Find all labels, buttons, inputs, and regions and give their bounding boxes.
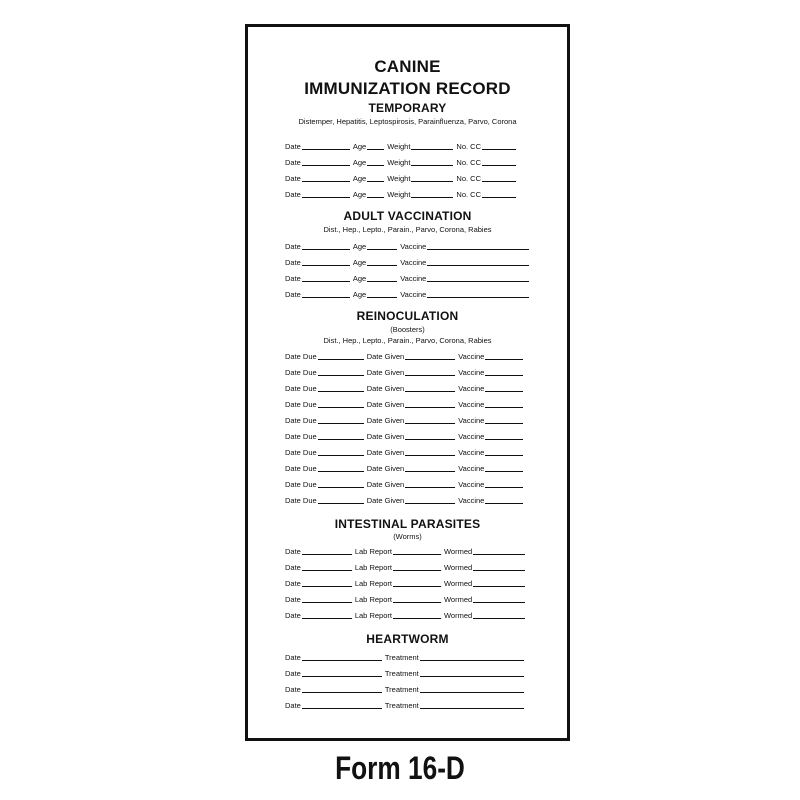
parasites-row: [285, 576, 540, 588]
parasites-field-label: Lab Report: [354, 563, 392, 572]
reinoculation-fill-line[interactable]: [485, 455, 523, 456]
temporary-field-label: No. CC: [456, 142, 482, 151]
intestinal-parasites-heading: INTESTINAL PARASITES: [334, 517, 481, 531]
reinoculation-field-label: Date Given: [366, 432, 405, 441]
reinoculation-field-label: Vaccine: [458, 384, 485, 393]
reinoculation-note: (Boosters): [390, 325, 425, 334]
temporary-field-label: Age: [352, 142, 367, 151]
reinoculation-fill-line[interactable]: [318, 439, 364, 440]
parasites-field-label: Wormed: [443, 611, 473, 620]
reinoculation-fill-line[interactable]: [405, 439, 455, 440]
temporary-row: [285, 171, 540, 183]
reinoculation-field-label: Vaccine: [458, 416, 485, 425]
heartworm-field-label: Treatment: [384, 653, 419, 662]
heartworm-row: [285, 650, 540, 662]
parasites-fill-line[interactable]: [393, 570, 441, 571]
reinoculation-field-label: Date Given: [366, 400, 405, 409]
reinoculation-fill-line[interactable]: [405, 471, 455, 472]
reinoculation-fill-line[interactable]: [318, 359, 364, 360]
reinoculation-row: [285, 493, 540, 505]
adult-field-label: Date: [285, 242, 301, 251]
adult-row: [285, 239, 540, 251]
reinoculation-field-label: Date Given: [366, 480, 405, 489]
immunization-record-card: [245, 24, 570, 741]
parasites-fill-line[interactable]: [473, 586, 525, 587]
adult-field-label: Vaccine: [400, 258, 427, 267]
parasites-fill-line[interactable]: [393, 586, 441, 587]
title-canine: CANINE: [374, 57, 441, 76]
reinoculation-field-label: Date Due: [285, 496, 317, 505]
reinoculation-fill-line[interactable]: [318, 487, 364, 488]
reinoculation-fill-line[interactable]: [405, 503, 455, 504]
adult-fill-line[interactable]: [427, 281, 529, 282]
reinoculation-field-label: Date Given: [366, 368, 405, 377]
adult-field-label: Vaccine: [400, 242, 427, 251]
parasites-field-label: Date: [285, 611, 301, 620]
reinoculation-field-label: Date Due: [285, 464, 317, 473]
reinoculation-fill-line[interactable]: [318, 407, 364, 408]
heartworm-fill-line[interactable]: [420, 676, 524, 677]
reinoculation-field-label: Date Due: [285, 416, 317, 425]
reinoculation-field-label: Date Given: [366, 352, 405, 361]
title-immunization-record: IMMUNIZATION RECORD: [304, 79, 511, 98]
adult-fill-line[interactable]: [367, 281, 397, 282]
heartworm-field-label: Date: [285, 701, 301, 710]
temporary-fill-line[interactable]: [302, 181, 350, 182]
heartworm-field-label: Treatment: [384, 685, 419, 694]
reinoculation-fill-line[interactable]: [318, 423, 364, 424]
reinoculation-field-label: Date Due: [285, 384, 317, 393]
temporary-field-label: Date: [285, 190, 301, 199]
temporary-fill-line[interactable]: [482, 165, 516, 166]
parasites-field-label: Wormed: [443, 595, 473, 604]
reinoculation-field-label: Vaccine: [458, 464, 485, 473]
parasites-row: [285, 592, 540, 604]
reinoculation-row: [285, 397, 540, 409]
adult-fill-line[interactable]: [367, 265, 397, 266]
heartworm-fill-line[interactable]: [420, 660, 524, 661]
temporary-row: [285, 139, 540, 151]
parasites-field-label: Date: [285, 579, 301, 588]
parasites-fill-line[interactable]: [393, 618, 441, 619]
reinoculation-field-label: Vaccine: [458, 448, 485, 457]
reinoculation-row: [285, 413, 540, 425]
adult-field-label: Vaccine: [400, 274, 427, 283]
reinoculation-fill-line[interactable]: [485, 503, 523, 504]
reinoculation-field-label: Date Due: [285, 448, 317, 457]
parasites-field-label: Date: [285, 595, 301, 604]
parasites-field-label: Lab Report: [354, 547, 392, 556]
heartworm-row: [285, 682, 540, 694]
adult-vaccination-subtitle: Dist., Hep., Lepto., Parain., Parvo, Corona, Rabies: [323, 225, 492, 234]
reinoculation-fill-line[interactable]: [485, 359, 523, 360]
parasites-row: [285, 544, 540, 556]
temporary-subtitle: Distemper, Hepatitis, Leptospirosis, Parainfluenza, Parvo, Corona: [298, 117, 517, 126]
parasites-field-label: Wormed: [443, 579, 473, 588]
heartworm-field-label: Treatment: [384, 701, 419, 710]
heartworm-row: [285, 698, 540, 710]
reinoculation-field-label: Vaccine: [458, 400, 485, 409]
adult-fill-line[interactable]: [367, 297, 397, 298]
reinoculation-field-label: Vaccine: [458, 480, 485, 489]
adult-fill-line[interactable]: [427, 249, 529, 250]
adult-fill-line[interactable]: [427, 265, 529, 266]
reinoculation-fill-line[interactable]: [405, 487, 455, 488]
reinoculation-fill-line[interactable]: [318, 375, 364, 376]
reinoculation-fill-line[interactable]: [318, 391, 364, 392]
parasites-fill-line[interactable]: [473, 618, 525, 619]
adult-vaccination-heading: ADULT VACCINATION: [343, 209, 472, 223]
reinoculation-field-label: Date Due: [285, 352, 317, 361]
temporary-fill-line[interactable]: [411, 181, 453, 182]
reinoculation-heading: REINOCULATION: [356, 309, 459, 323]
reinoculation-fill-line[interactable]: [485, 407, 523, 408]
temporary-field-label: Weight: [387, 158, 411, 167]
reinoculation-field-label: Date Given: [366, 384, 405, 393]
parasites-fill-line[interactable]: [302, 554, 352, 555]
reinoculation-fill-line[interactable]: [405, 407, 455, 408]
parasites-fill-line[interactable]: [302, 586, 352, 587]
heartworm-field-label: Date: [285, 685, 301, 694]
heartworm-field-label: Date: [285, 669, 301, 678]
reinoculation-row: [285, 461, 540, 473]
temporary-fill-line[interactable]: [482, 181, 516, 182]
parasites-field-label: Wormed: [443, 547, 473, 556]
temporary-heading: TEMPORARY: [368, 101, 447, 115]
parasites-field-label: Lab Report: [354, 611, 392, 620]
heartworm-fill-line[interactable]: [420, 708, 524, 709]
temporary-field-label: Weight: [387, 174, 411, 183]
temporary-fill-line[interactable]: [302, 197, 350, 198]
reinoculation-row: [285, 477, 540, 489]
temporary-field-label: Age: [352, 174, 367, 183]
reinoculation-fill-line[interactable]: [485, 439, 523, 440]
adult-fill-line[interactable]: [427, 297, 529, 298]
heartworm-fill-line[interactable]: [302, 660, 382, 661]
heartworm-row: [285, 666, 540, 678]
reinoculation-subtitle: Dist., Hep., Lepto., Parain., Parvo, Corona, Rabies: [323, 336, 492, 345]
temporary-row: [285, 187, 540, 199]
temporary-fill-line[interactable]: [482, 197, 516, 198]
reinoculation-fill-line[interactable]: [485, 375, 523, 376]
temporary-field-label: Age: [352, 190, 367, 199]
reinoculation-row: [285, 445, 540, 457]
adult-row: [285, 271, 540, 283]
heartworm-fill-line[interactable]: [420, 692, 524, 693]
parasites-fill-line[interactable]: [302, 570, 352, 571]
reinoculation-row: [285, 365, 540, 377]
adult-row: [285, 255, 540, 267]
intestinal-parasites-note: (Worms): [393, 532, 422, 541]
parasites-fill-line[interactable]: [393, 554, 441, 555]
heartworm-heading: HEARTWORM: [366, 632, 449, 646]
temporary-fill-line[interactable]: [411, 197, 453, 198]
temporary-field-label: Weight: [387, 190, 411, 199]
reinoculation-fill-line[interactable]: [405, 455, 455, 456]
parasites-fill-line[interactable]: [473, 570, 525, 571]
temporary-fill-line[interactable]: [367, 181, 384, 182]
parasites-field-label: Date: [285, 563, 301, 572]
temporary-field-label: Date: [285, 142, 301, 151]
adult-field-label: Date: [285, 290, 301, 299]
adult-field-label: Date: [285, 258, 301, 267]
parasites-fill-line[interactable]: [302, 602, 352, 603]
parasites-field-label: Lab Report: [354, 579, 392, 588]
temporary-fill-line[interactable]: [411, 165, 453, 166]
adult-field-label: Age: [352, 258, 367, 267]
adult-field-label: Age: [352, 242, 367, 251]
adult-field-label: Age: [352, 274, 367, 283]
temporary-fill-line[interactable]: [302, 149, 350, 150]
form-number-label: Form 16-D: [335, 750, 465, 786]
adult-field-label: Age: [352, 290, 367, 299]
adult-row: [285, 287, 540, 299]
adult-field-label: Vaccine: [400, 290, 427, 299]
reinoculation-row: [285, 429, 540, 441]
temporary-row: [285, 155, 540, 167]
reinoculation-field-label: Vaccine: [458, 496, 485, 505]
adult-fill-line[interactable]: [367, 249, 397, 250]
reinoculation-field-label: Date Given: [366, 448, 405, 457]
parasites-field-label: Date: [285, 547, 301, 556]
parasites-field-label: Lab Report: [354, 595, 392, 604]
temporary-fill-line[interactable]: [411, 149, 453, 150]
reinoculation-field-label: Date Given: [366, 464, 405, 473]
reinoculation-fill-line[interactable]: [318, 503, 364, 504]
parasites-row: [285, 560, 540, 572]
temporary-field-label: No. CC: [456, 190, 482, 199]
temporary-field-label: Weight: [387, 142, 411, 151]
reinoculation-field-label: Date Due: [285, 368, 317, 377]
parasites-fill-line[interactable]: [302, 618, 352, 619]
temporary-fill-line[interactable]: [367, 165, 384, 166]
reinoculation-fill-line[interactable]: [485, 471, 523, 472]
heartworm-fill-line[interactable]: [302, 692, 382, 693]
heartworm-fill-line[interactable]: [302, 676, 382, 677]
parasites-field-label: Wormed: [443, 563, 473, 572]
parasites-fill-line[interactable]: [393, 602, 441, 603]
temporary-field-label: Date: [285, 158, 301, 167]
reinoculation-field-label: Date Due: [285, 432, 317, 441]
reinoculation-field-label: Vaccine: [458, 352, 485, 361]
temporary-field-label: Age: [352, 158, 367, 167]
reinoculation-fill-line[interactable]: [405, 423, 455, 424]
reinoculation-fill-line[interactable]: [405, 375, 455, 376]
temporary-field-label: No. CC: [456, 158, 482, 167]
reinoculation-fill-line[interactable]: [318, 471, 364, 472]
reinoculation-fill-line[interactable]: [485, 391, 523, 392]
heartworm-field-label: Date: [285, 653, 301, 662]
reinoculation-fill-line[interactable]: [405, 359, 455, 360]
temporary-fill-line[interactable]: [367, 149, 384, 150]
reinoculation-field-label: Vaccine: [458, 368, 485, 377]
parasites-row: [285, 608, 540, 620]
heartworm-fill-line[interactable]: [302, 708, 382, 709]
adult-fill-line[interactable]: [302, 265, 350, 266]
adult-fill-line[interactable]: [302, 281, 350, 282]
parasites-fill-line[interactable]: [473, 554, 525, 555]
reinoculation-fill-line[interactable]: [485, 487, 523, 488]
temporary-field-label: Date: [285, 174, 301, 183]
temporary-fill-line[interactable]: [367, 197, 384, 198]
reinoculation-fill-line[interactable]: [485, 423, 523, 424]
reinoculation-row: [285, 349, 540, 361]
adult-fill-line[interactable]: [302, 297, 350, 298]
reinoculation-field-label: Date Given: [366, 496, 405, 505]
reinoculation-field-label: Date Given: [366, 416, 405, 425]
temporary-field-label: No. CC: [456, 174, 482, 183]
reinoculation-field-label: Date Due: [285, 400, 317, 409]
temporary-fill-line[interactable]: [482, 149, 516, 150]
temporary-fill-line[interactable]: [302, 165, 350, 166]
reinoculation-fill-line[interactable]: [318, 455, 364, 456]
reinoculation-field-label: Vaccine: [458, 432, 485, 441]
heartworm-field-label: Treatment: [384, 669, 419, 678]
reinoculation-row: [285, 381, 540, 393]
reinoculation-fill-line[interactable]: [405, 391, 455, 392]
adult-field-label: Date: [285, 274, 301, 283]
parasites-fill-line[interactable]: [473, 602, 525, 603]
reinoculation-field-label: Date Due: [285, 480, 317, 489]
adult-fill-line[interactable]: [302, 249, 350, 250]
